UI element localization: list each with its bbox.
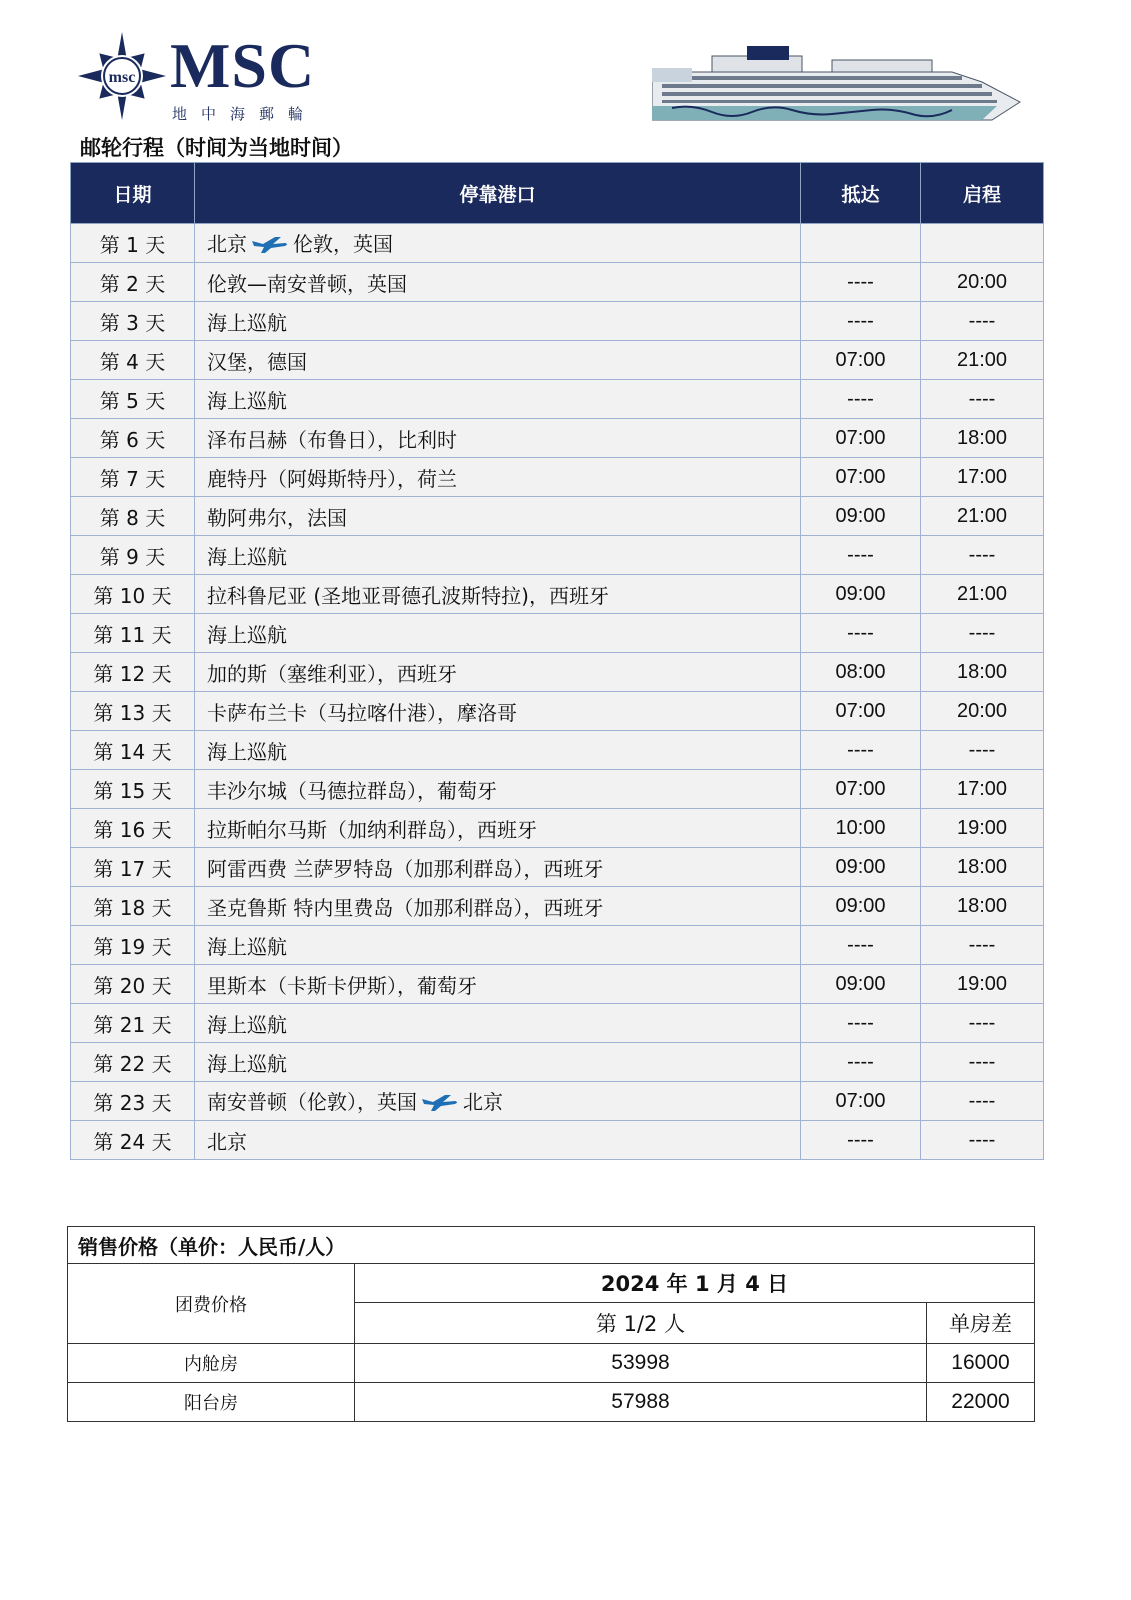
arrive-cell: 07:00 (801, 341, 921, 380)
arrive-cell: ---- (801, 731, 921, 770)
cabin-type: 内舱房 (68, 1344, 355, 1383)
arrive-cell: 09:00 (801, 965, 921, 1004)
port-cell (195, 497, 801, 536)
port-name: 拉科鲁尼亚 (圣地亚哥德孔波斯特拉)，西班牙 (207, 583, 609, 608)
day-cell: 第 21 天 (71, 1004, 195, 1043)
port-cell (195, 536, 801, 575)
day-cell: 第 5 天 (71, 380, 195, 419)
depart-cell: 19:00 (921, 965, 1044, 1004)
port-name: 里斯本（卡斯卡伊斯），葡萄牙 (207, 973, 477, 998)
day-cell: 第 2 天 (71, 263, 195, 302)
port-name: 圣克鲁斯 特内里费岛（加那利群岛），西班牙 (207, 895, 604, 920)
arrive-cell: 07:00 (801, 419, 921, 458)
port-name: 泽布吕赫（布鲁日），比利时 (207, 427, 457, 452)
itinerary-row (71, 1043, 1044, 1082)
day-cell: 第 11 天 (71, 614, 195, 653)
depart-cell: 20:00 (921, 263, 1044, 302)
pricing-table (67, 1226, 1035, 1422)
itinerary-row (71, 770, 1044, 809)
port-cell (195, 1121, 801, 1160)
cabin-type: 阳台房 (68, 1383, 355, 1422)
itinerary-row (71, 614, 1044, 653)
depart-cell: 17:00 (921, 458, 1044, 497)
depart-cell: 21:00 (921, 575, 1044, 614)
single-supplement-header: 单房差 (927, 1303, 1035, 1344)
brand-name: MSC (170, 30, 316, 101)
sailing-date: 2024 年 1 月 4 日 (355, 1264, 1035, 1303)
day-cell: 第 20 天 (71, 965, 195, 1004)
day-cell: 第 9 天 (71, 536, 195, 575)
arrive-cell: 07:00 (801, 1082, 921, 1121)
col-header-port: 停靠港口 (195, 163, 801, 224)
port-origin: 北京 (207, 231, 247, 256)
msc-badge-text: msc (108, 69, 136, 86)
arrive-cell: ---- (801, 536, 921, 575)
itinerary-row (71, 692, 1044, 731)
port-cell (195, 1082, 801, 1121)
depart-cell: 18:00 (921, 419, 1044, 458)
port-cell (195, 653, 801, 692)
day-cell: 第 7 天 (71, 458, 195, 497)
itinerary-row (71, 653, 1044, 692)
itinerary-row (71, 536, 1044, 575)
itinerary-row (71, 497, 1044, 536)
day-cell: 第 12 天 (71, 653, 195, 692)
day-cell: 第 1 天 (71, 224, 195, 263)
port-name: 海上巡航 (207, 739, 287, 764)
port-cell (195, 341, 801, 380)
depart-cell: 18:00 (921, 848, 1044, 887)
col-header-date: 日期 (71, 163, 195, 224)
port-cell (195, 1043, 801, 1082)
arrive-cell: 09:00 (801, 575, 921, 614)
port-cell (195, 809, 801, 848)
itinerary-row (71, 458, 1044, 497)
itinerary-row (71, 809, 1044, 848)
day-cell: 第 19 天 (71, 926, 195, 965)
arrive-cell: 09:00 (801, 848, 921, 887)
single-supplement: 16000 (927, 1344, 1035, 1383)
depart-cell: 17:00 (921, 770, 1044, 809)
port-name: 海上巡航 (207, 388, 287, 413)
arrive-cell: ---- (801, 926, 921, 965)
port-name: 海上巡航 (207, 1012, 287, 1037)
port-name: 勒阿弗尔，法国 (207, 505, 347, 530)
arrive-cell: 07:00 (801, 770, 921, 809)
depart-cell: ---- (921, 1004, 1044, 1043)
day-cell: 第 3 天 (71, 302, 195, 341)
itinerary-row (71, 1004, 1044, 1043)
depart-cell: 21:00 (921, 497, 1044, 536)
day-cell: 第 18 天 (71, 887, 195, 926)
depart-cell: ---- (921, 731, 1044, 770)
arrive-cell: 07:00 (801, 458, 921, 497)
arrive-cell: 09:00 (801, 497, 921, 536)
depart-cell: ---- (921, 614, 1044, 653)
itinerary-row (71, 1082, 1044, 1121)
port-destination: 北京 (463, 1089, 503, 1114)
depart-cell: ---- (921, 1121, 1044, 1160)
depart-cell (921, 224, 1044, 263)
port-name: 海上巡航 (207, 934, 287, 959)
itinerary-row (71, 341, 1044, 380)
arrive-cell: ---- (801, 1004, 921, 1043)
depart-cell: 21:00 (921, 341, 1044, 380)
group-price-label: 团费价格 (68, 1264, 355, 1344)
arrive-cell: ---- (801, 614, 921, 653)
day-cell: 第 4 天 (71, 341, 195, 380)
port-name: 北京 (207, 1129, 247, 1154)
depart-cell: ---- (921, 1043, 1044, 1082)
port-cell (195, 731, 801, 770)
depart-cell: ---- (921, 926, 1044, 965)
day-cell: 第 14 天 (71, 731, 195, 770)
port-cell (195, 224, 801, 263)
day-cell: 第 15 天 (71, 770, 195, 809)
port-name: 卡萨布兰卡（马拉喀什港），摩洛哥 (207, 700, 517, 725)
airplane-icon (421, 1093, 459, 1117)
day-cell: 第 8 天 (71, 497, 195, 536)
port-cell (195, 770, 801, 809)
itinerary-row (71, 1121, 1044, 1160)
depart-cell: ---- (921, 380, 1044, 419)
day-cell: 第 16 天 (71, 809, 195, 848)
arrive-cell: ---- (801, 302, 921, 341)
port-cell (195, 380, 801, 419)
depart-cell: ---- (921, 536, 1044, 575)
port-name: 阿雷西费 兰萨罗特岛（加那利群岛），西班牙 (207, 856, 604, 881)
port-cell (195, 848, 801, 887)
day-cell: 第 17 天 (71, 848, 195, 887)
arrive-cell: 07:00 (801, 692, 921, 731)
depart-cell: 18:00 (921, 653, 1044, 692)
brand-subtitle: 地中海郵輪 (172, 105, 318, 123)
day-cell: 第 6 天 (71, 419, 195, 458)
itinerary-row (71, 887, 1044, 926)
compass-star-icon (78, 32, 166, 120)
port-name: 鹿特丹（阿姆斯特丹），荷兰 (207, 466, 457, 491)
day-cell: 第 10 天 (71, 575, 195, 614)
port-cell (195, 575, 801, 614)
airplane-icon (251, 235, 289, 259)
day-cell: 第 23 天 (71, 1082, 195, 1121)
port-cell (195, 458, 801, 497)
port-name: 海上巡航 (207, 1051, 287, 1076)
cabin-price: 53998 (355, 1344, 927, 1383)
price-row-balcony (68, 1383, 1035, 1422)
depart-cell: 18:00 (921, 887, 1044, 926)
depart-cell: ---- (921, 1082, 1044, 1121)
depart-cell: 20:00 (921, 692, 1044, 731)
port-destination: 伦敦，英国 (293, 231, 393, 256)
port-cell (195, 614, 801, 653)
port-cell (195, 302, 801, 341)
price-row-inside (68, 1344, 1035, 1383)
itinerary-row (71, 575, 1044, 614)
port-cell (195, 692, 801, 731)
arrive-cell: 10:00 (801, 809, 921, 848)
arrive-cell: 09:00 (801, 887, 921, 926)
itinerary-row (71, 419, 1044, 458)
arrive-cell: ---- (801, 380, 921, 419)
itinerary-table (70, 162, 1044, 1160)
arrive-cell: ---- (801, 1121, 921, 1160)
itinerary-header-row (71, 163, 1044, 224)
itinerary-row (71, 926, 1044, 965)
arrive-cell: ---- (801, 1043, 921, 1082)
itinerary-row (71, 263, 1044, 302)
port-cell (195, 263, 801, 302)
arrive-cell: 08:00 (801, 653, 921, 692)
port-name: 丰沙尔城（马德拉群岛），葡萄牙 (207, 778, 497, 803)
port-cell (195, 926, 801, 965)
port-name: 海上巡航 (207, 310, 287, 335)
port-origin: 南安普顿（伦敦），英国 (207, 1089, 417, 1114)
port-name: 海上巡航 (207, 544, 287, 569)
itinerary-row (71, 302, 1044, 341)
msc-logo (78, 30, 338, 130)
port-name: 汉堡，德国 (207, 349, 307, 374)
itinerary-row (71, 965, 1044, 1004)
cruise-ship-image (652, 42, 1022, 124)
itinerary-row (71, 848, 1044, 887)
port-name: 海上巡航 (207, 622, 287, 647)
port-name: 加的斯（塞维利亚），西班牙 (207, 661, 457, 686)
itinerary-row (71, 380, 1044, 419)
depart-cell: 19:00 (921, 809, 1044, 848)
port-name: 伦敦—南安普顿，英国 (207, 271, 407, 296)
port-cell (195, 419, 801, 458)
day-cell: 第 22 天 (71, 1043, 195, 1082)
depart-cell: ---- (921, 302, 1044, 341)
arrive-cell: ---- (801, 263, 921, 302)
port-cell (195, 1004, 801, 1043)
per-person-header: 第 1/2 人 (355, 1303, 927, 1344)
itinerary-row (71, 731, 1044, 770)
arrive-cell (801, 224, 921, 263)
day-cell: 第 24 天 (71, 1121, 195, 1160)
port-name: 拉斯帕尔马斯（加纳利群岛），西班牙 (207, 817, 537, 842)
port-cell (195, 965, 801, 1004)
cabin-price: 57988 (355, 1383, 927, 1422)
itinerary-row (71, 224, 1044, 263)
port-cell (195, 887, 801, 926)
single-supplement: 22000 (927, 1383, 1035, 1422)
pricing-title: 销售价格（单价：人民币/人） (68, 1227, 1035, 1264)
day-cell: 第 13 天 (71, 692, 195, 731)
col-header-arrive: 抵达 (801, 163, 921, 224)
col-header-depart: 启程 (921, 163, 1044, 224)
section-title: 邮轮行程（时间为当地时间） (80, 136, 353, 160)
